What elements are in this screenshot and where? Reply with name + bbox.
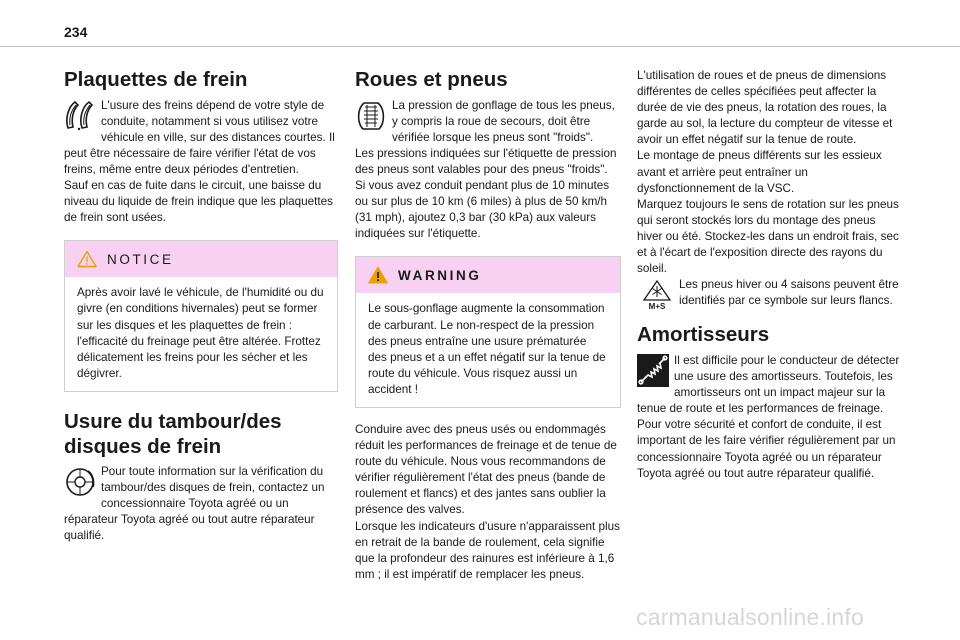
tyre-dimensions-text: L'utilisation de roues et de pneus de dimensions différentes de celles spécifiées peut affecter la durée de vie des pneus, la rotation des roues, la garde au sol, la lecture du compteur de vitesse et avoir un effet négatif sur la tenue de route. Le montage de pneus différents sur les essieux avant et arrière peut entraîner un dysfonctionnement de la VSC. Marquez toujours le sens de rotation sur les pneus qui seront stockés lors du montage des pneus hiver ou été. Stockez-les dans un endroit frais, sec et à l'écart de l'exposition directe des rayons du soleil. [637, 69, 899, 276]
winter-tyres-paragraph [637, 277, 901, 312]
mud-snow-label: M+S [648, 302, 666, 312]
shocks-text: Il est difficile pour le conducteur de détecter une usure des amortisseurs. Toutefois, les amortisseurs ont un impact majeur sur la tenue de route et les performances de freinage. Pour votre sécurité et confort de conduite, il est important de les faire vérifier régulièrement par un concessionnaire Toyota agréé ou un réparateur Toyota agréé ou tout autre réparateur qualifié. [637, 354, 900, 480]
brake-disc-icon [64, 465, 96, 498]
warning-box-header [356, 257, 620, 293]
section-title-wheels-tyres: Roues et pneus [355, 68, 508, 91]
drum-disc-text: Pour toute information sur la vérification du tambour/des disques de frein, contactez un concessionnaire Toyota agréé ou un réparateur Toyota agréé ou tout autre réparateur qualifié. [64, 465, 325, 543]
watermark-logo: carmanualsonline.info [636, 604, 864, 630]
brake-pads-paragraph [64, 98, 338, 227]
column-2 [355, 68, 621, 583]
snowflake-mountain-icon [640, 278, 674, 311]
warning-box [355, 256, 621, 408]
section-title-brake-pads: Plaquettes de frein [64, 68, 248, 91]
brake-pads-text: L'usure des freins dépend de votre style de conduite, notamment si vous utilisez votre véhicule en ville, sur des distances courtes. Il peut être nécessaire de faire vérifier l'état de vos freins, même entre deux périodes d'entretien. Sauf en cas de fuite dans le circuit, une baisse du niveau du liquide de frein indique que les plaquettes de frein sont usées. [64, 98, 335, 225]
tyre-pressure-icon [355, 99, 387, 132]
tyre-wear-text: Conduire avec des pneus usés ou endommagés réduit les performances de freinage et de tenue de route du véhicule. Nous vous recommandons de vérifier régulièrement l'état des pneus (bande de roulement et flancs) et des jantes sans oublier la présence des valves. Lorsque les indicateurs d'usure n'apparaissent plus en retrait de la bande de roulement, cela signifie que la profondeur des rainures est inférieure à 1,6 mm ; il est impératif de remplacer les pneus. [355, 423, 620, 581]
warning-outline-icon [77, 250, 97, 268]
wheels-paragraph [355, 98, 621, 243]
warning-title: WARNING [398, 267, 482, 283]
shock-absorber-icon [637, 354, 669, 387]
shocks-paragraph [637, 353, 901, 482]
drum-disc-paragraph [64, 464, 338, 544]
notice-box-header [65, 241, 337, 277]
section-title-drum-disc: Usure du tambour/des disques de frein [64, 409, 282, 458]
section-title-shock-absorbers: Amortisseurs [637, 323, 770, 347]
notice-title: NOTICE [107, 251, 174, 267]
brake-pads-icon [64, 99, 96, 132]
notice-box [64, 240, 338, 392]
page-number: 234 [64, 24, 88, 40]
winter-tyres-text: Les pneus hiver ou 4 saisons peuvent être identifiés par ce symbole sur leurs flancs. [679, 278, 899, 308]
header-rule [0, 46, 960, 47]
warning-filled-icon [368, 266, 388, 284]
wheels-text: La pression de gonflage de tous les pneus, y compris la roue de secours, doit être vérifiée lorsque les pneus sont "froids". Les pressions indiquées sur l'étiquette de pression des pneus sont valables pour des pneus "froids". Si vous avez conduit pendant plus de 10 minutes ou sur plus de 10 km (6 miles) à plus de 50 km/h (31 mph), ajoutez 0,3 bar (30 kPa) aux valeurs indiquées sur l'étiquette. [355, 98, 617, 241]
column-3 [637, 68, 901, 482]
warning-text: Le sous-gonflage augmente la consommation de carburant. Le non-respect de la pression des pneus entraîne une usure prématurée des pneus et a un effet négatif sur la tenue de route du véhicule. Vous risquez aussi un accident ! [368, 302, 606, 396]
column-1 [64, 68, 338, 545]
notice-text: Après avoir lavé le véhicule, de l'humidité ou du givre (en conditions hivernales) peut se former sur les disques et les plaquettes de frein : l'efficacité du freinage peut être altérée. Frottez délicatement les freins pour les sécher et les dégivrer. [77, 286, 324, 380]
